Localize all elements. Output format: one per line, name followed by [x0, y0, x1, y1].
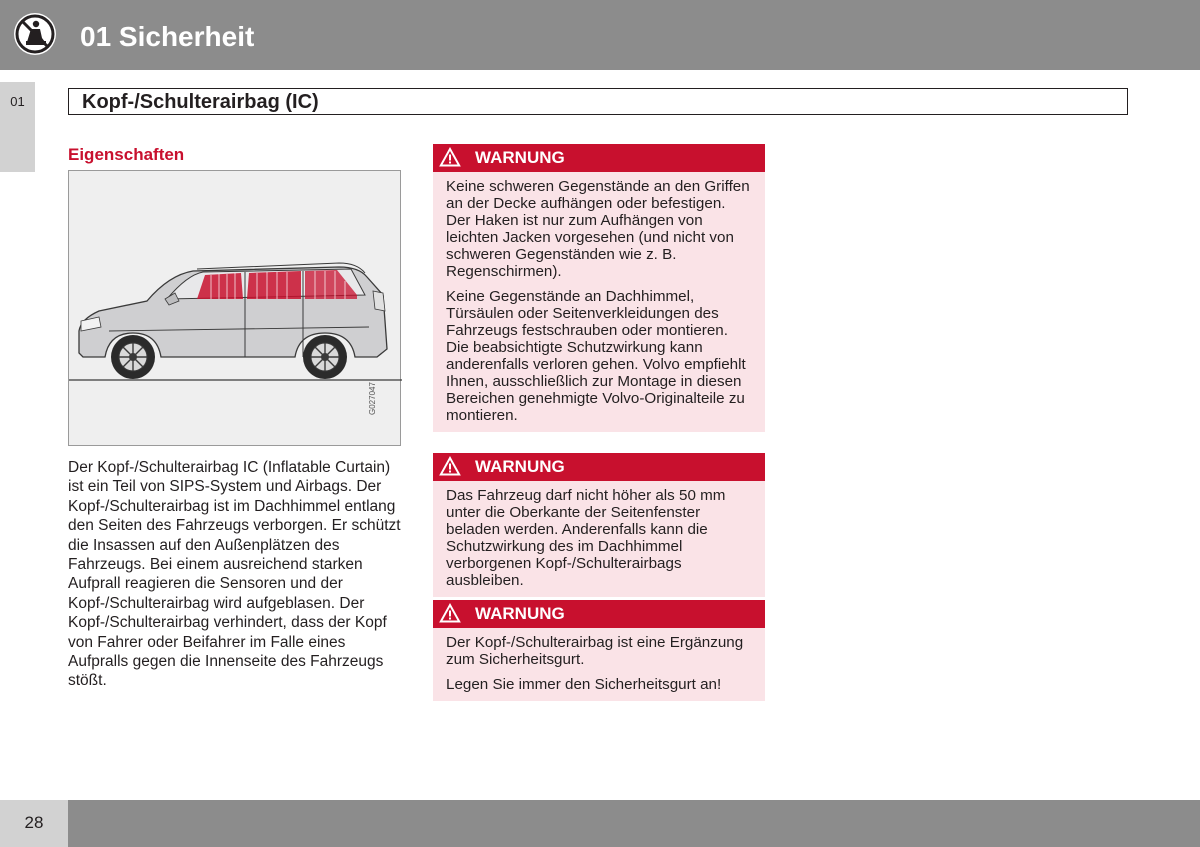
car-illustration-figure [68, 170, 401, 446]
warning-body [433, 172, 765, 432]
warning-triangle-icon [439, 603, 461, 623]
warning-box-3 [433, 600, 765, 701]
warning-body [433, 481, 765, 597]
warning-paragraph: Legen Sie immer den Sicherheitsgurt an! [446, 676, 722, 693]
warning-header [433, 144, 765, 172]
warning-paragraph: Keine Gegenstände an Dachhimmel, Türsäulen oder Seitenverkleidungen des Fahrzeugs festschrauben oder montieren. Die beabsichtigte Schutzwirkung kann anderenfalls verloren gehen. Volvo empfiehlt Ihnen, ausschließlich zur Montage in diesen Bereichen genehmigte Volvo-Originalteile zu montieren. [446, 288, 746, 424]
car-side-curtain-airbag-illustration [69, 171, 402, 447]
section-title: Kopf-/Schulterairbag (IC) [82, 91, 319, 113]
chapter-side-tab-label: 01 [10, 94, 25, 109]
warning-triangle-icon [439, 147, 461, 167]
subheading-eigenschaften: Eigenschaften [68, 145, 185, 164]
footer-bar [68, 800, 1200, 847]
warning-box-1 [433, 144, 765, 432]
warning-body [433, 628, 765, 701]
page-number: 28 [24, 813, 44, 832]
warning-paragraph: Das Fahrzeug darf nicht höher als 50 mm unter die Oberkante der Seitenfenster beladen werden. Anderenfalls kann die Schutzwirkung des im Dachhimmel verborgenen Kopf-/Schulterairbags ausbleiben. [446, 487, 726, 589]
warning-label: WARNUNG [475, 148, 565, 167]
warning-paragraph: Der Kopf-/Schulterairbag ist eine Ergänzung zum Sicherheitsgurt. [446, 634, 744, 668]
warning-box-2 [433, 453, 765, 597]
warning-triangle-icon [439, 456, 461, 476]
chapter-title: 01 Sicherheit [80, 21, 255, 52]
seatbelt-prohibition-icon [13, 12, 57, 56]
warning-header [433, 453, 765, 481]
body-paragraph: Der Kopf-/Schulterairbag IC (Inflatable Curtain) ist ein Teil von SIPS-System und Airbags. Der Kopf-/Schulterairbag ist im Dachhimmel entlang den Seiten des Fahrzeugs verborgen. Er schützt die Insassen auf den Außenplätzen des Fahrzeugs. Bei einem ausreichend starken Aufprall reagieren die Sensoren und der Kopf-/Schulterairbag wird aufgeblasen. Der Kopf-/Schulterairbag verhindert, dass der Kopf von Fahrer oder Beifahrer im Falle eines Aufpralls gegen die Innenseite des Fahrzeugs stößt. [68, 459, 401, 690]
warning-label: WARNUNG [475, 604, 565, 623]
warning-header [433, 600, 765, 628]
warning-paragraph: Keine schweren Gegenstände an den Griffen an der Decke aufhängen oder befestigen. Der Haken ist nur zum Aufhängen von leichten Jacken vorgesehen (und nicht von schweren Gegenständen wie z. B. Regenschirmen). [446, 178, 750, 280]
warning-label: WARNUNG [475, 457, 565, 476]
figure-code: G027047 [368, 382, 377, 415]
